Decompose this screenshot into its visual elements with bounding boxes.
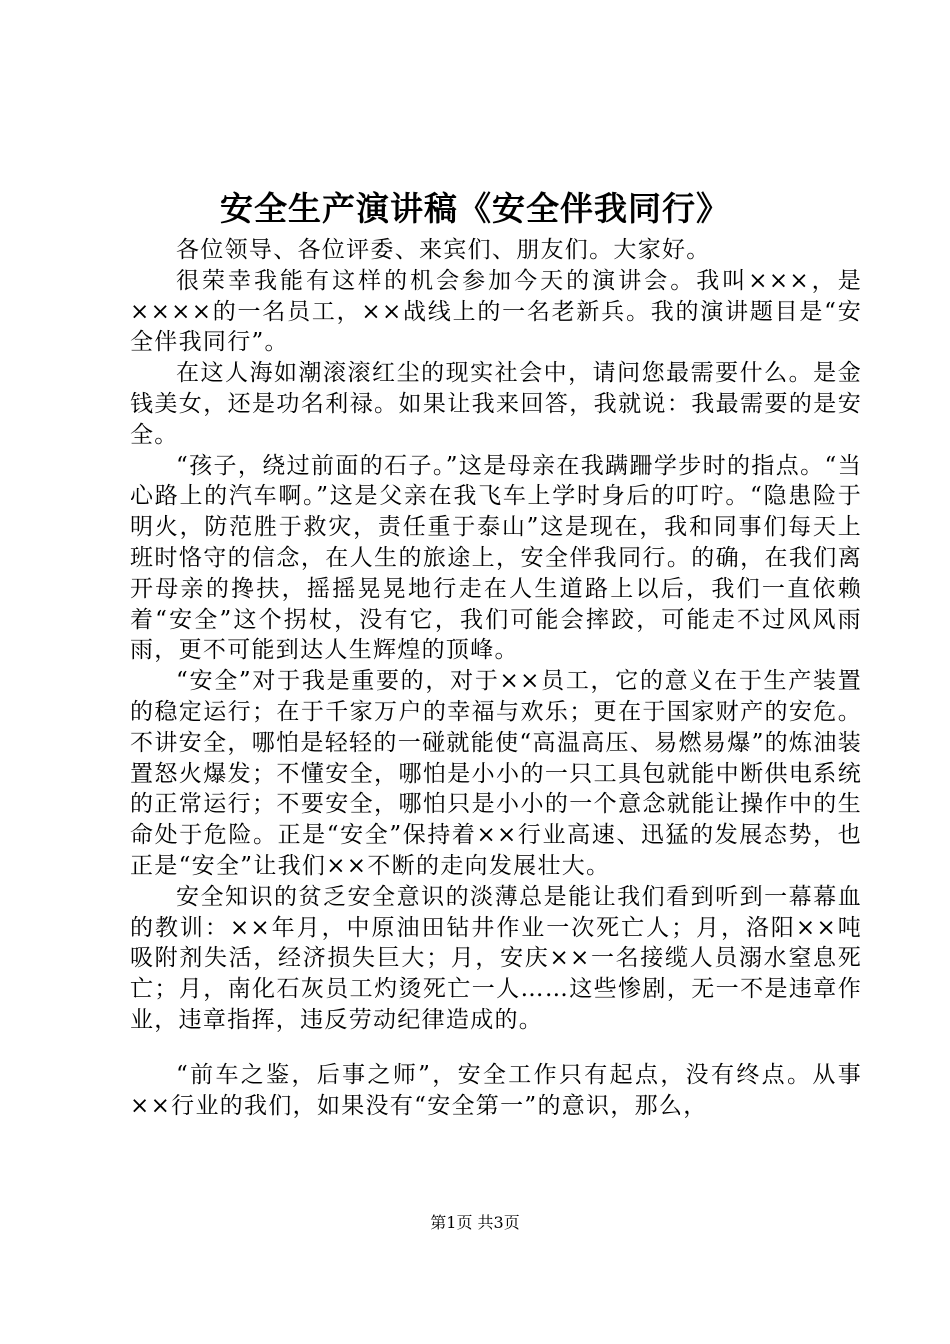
paragraph-introduction: 很荣幸我能有这样的机会参加今天的演讲会。我叫×××，是××××的一名员工，××战线上的一名老新兵。我的演讲题目是“安全伴我同行”。 xyxy=(130,267,862,356)
paragraph-family-advice: “孩子，绕过前面的石子。”这是母亲在我蹒跚学步时的指点。“当心路上的汽车啊。”这是父亲在我飞车上学时身后的叮咛。“隐患险于明火，防范胜于救灾，责任重于泰山”这是现在，我和同事们每天上班时恪守的信念，在人生的旅途上，安全伴我同行。的确，在我们离开母亲的搀扶，摇摇晃晃地行走在人生道路上以后，我们一直依赖着“安全”这个拐杖，没有它，我们可能会摔跤，可能走不过风风雨雨，更不可能到达人生辉煌的顶峰。 xyxy=(130,452,862,664)
document-title: 安全生产演讲稿《安全伴我同行》 xyxy=(220,189,730,228)
paragraph-importance: “安全”对于我是重要的，对于××员工，它的意义在于生产装置的稳定运行；在于千家万户的幸福与欢乐；更在于国家财产的安危。不讲安全，哪怕是轻轻的一碰就能使“高温高压、易燃易爆”的炼油装置怒火爆发；不懂安全，哪怕是小小的一只工具包就能中断供电系统的正常运行；不要安全，哪怕只是小小的一个意念就能让操作中的生命处于危险。正是“安全”保持着××行业高速、迅猛的发展态势，也正是“安全”让我们××不断的走向发展壮大。 xyxy=(130,668,862,879)
document-body xyxy=(130,235,862,1121)
paragraph-lessons: 安全知识的贫乏安全意识的淡薄总是能让我们看到听到一幕幕血的教训：××年月，中原油田钻井作业一次死亡人；月，洛阳××吨吸附剂失活，经济损失巨大；月，安庆××一名接缆人员溺水窒息死亡；月，南化石灰员工灼烫死亡一人……这些惨剧，无一不是违章作业，违章指挥，违反劳动纪律造成的。 xyxy=(130,883,862,1033)
paragraph-greeting: 各位领导、各位评委、来宾们、朋友们。大家好。 xyxy=(176,237,711,263)
paragraph-question: 在这人海如潮滚滚红尘的现实社会中，请问您最需要什么。是金钱美女，还是功名利禄。如果让我来回答，我就说：我最需要的是安全。 xyxy=(130,360,862,448)
paragraph-warning: “前车之鉴，后事之师”，安全工作只有起点，没有终点。从事××行业的我们，如果没有“安全第一”的意识，那么， xyxy=(130,1061,862,1119)
page-number-footer: 第1页 共3页 xyxy=(430,1213,520,1232)
